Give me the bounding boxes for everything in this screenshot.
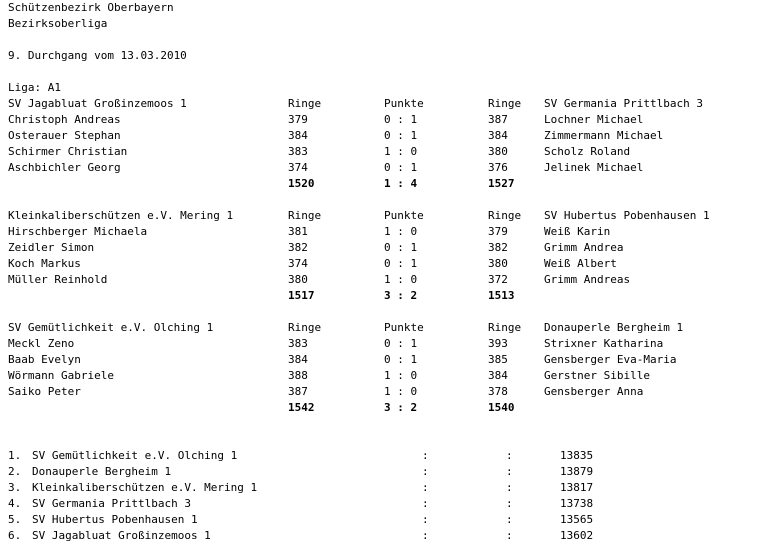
home-shooter-rings: 383 xyxy=(288,337,308,350)
home-shooter-rings: 381 xyxy=(288,225,308,238)
away-shooter-rings: 385 xyxy=(488,353,508,366)
standings-colon: : xyxy=(506,529,513,542)
standings-colon: : xyxy=(506,465,513,478)
away-shooter-name: Strixner Katharina xyxy=(544,337,664,350)
standings-colon: : xyxy=(422,449,429,462)
away-total-rings: 1513 xyxy=(488,289,515,302)
standings-colon: : xyxy=(422,481,429,494)
home-shooter-name: Osterauer Stephan xyxy=(8,129,121,142)
standings-rank: 2. xyxy=(8,465,22,478)
away-shooter-name: Grimm Andreas xyxy=(544,273,631,286)
away-shooter-rings: 372 xyxy=(488,273,508,286)
district-title-text: Schützenbezirk Oberbayern xyxy=(8,1,174,14)
total-points: 3 : 2 xyxy=(384,289,418,302)
home-total-rings: 1520 xyxy=(288,177,315,190)
duel-points: 1 : 0 xyxy=(384,145,418,158)
away-shooter-rings: 376 xyxy=(488,161,508,174)
away-shooter-name: Weiß Albert xyxy=(544,257,617,270)
ringe-column-label: Ringe xyxy=(288,321,322,334)
home-shooter-rings: 380 xyxy=(288,273,308,286)
standings-colon: : xyxy=(422,529,429,542)
liga-label-text: Liga: A1 xyxy=(8,81,61,94)
away-shooter-rings: 378 xyxy=(488,385,508,398)
duel-points: 0 : 1 xyxy=(384,353,418,366)
home-shooter-rings: 384 xyxy=(288,129,308,142)
standings-colon: : xyxy=(506,497,513,510)
home-shooter-name: Müller Reinhold xyxy=(8,273,108,286)
standings-team-name: SV Jagabluat Großinzemoos 1 xyxy=(32,529,211,542)
standings-colon: : xyxy=(506,481,513,494)
duel-points: 0 : 1 xyxy=(384,129,418,142)
ringe-column-label: Ringe xyxy=(488,321,522,334)
home-shooter-rings: 374 xyxy=(288,161,308,174)
ringe-column-label: Ringe xyxy=(288,97,322,110)
home-total-rings: 1517 xyxy=(288,289,315,302)
punkte-column-label: Punkte xyxy=(384,321,424,334)
standings-colon: : xyxy=(506,513,513,526)
home-shooter-name: Schirmer Christian xyxy=(8,145,128,158)
duel-points: 1 : 0 xyxy=(384,385,418,398)
home-shooter-rings: 382 xyxy=(288,241,308,254)
away-shooter-name: Lochner Michael xyxy=(544,113,644,126)
standings-total-rings: 13879 xyxy=(560,465,594,478)
home-shooter-rings: 379 xyxy=(288,113,308,126)
standings-team-name: Kleinkaliberschützen e.V. Mering 1 xyxy=(32,481,258,494)
away-shooter-name: Gerstner Sibille xyxy=(544,369,650,382)
standings-rank: 1. xyxy=(8,449,22,462)
home-shooter-name: Hirschberger Michaela xyxy=(8,225,148,238)
home-team-name: Kleinkaliberschützen e.V. Mering 1 xyxy=(8,209,234,222)
away-shooter-rings: 393 xyxy=(488,337,508,350)
home-shooter-rings: 384 xyxy=(288,353,308,366)
league-title-text: Bezirksoberliga xyxy=(8,17,108,30)
home-team-name: SV Gemütlichkeit e.V. Olching 1 xyxy=(8,321,214,334)
away-shooter-rings: 379 xyxy=(488,225,508,238)
away-shooter-rings: 380 xyxy=(488,145,508,158)
duel-points: 0 : 1 xyxy=(384,337,418,350)
away-shooter-name: Zimmermann Michael xyxy=(544,129,664,142)
duel-points: 1 : 0 xyxy=(384,273,418,286)
standings-colon: : xyxy=(422,513,429,526)
duel-points: 0 : 1 xyxy=(384,257,418,270)
standings-rank: 6. xyxy=(8,529,22,542)
standings-total-rings: 13835 xyxy=(560,449,594,462)
home-shooter-name: Saiko Peter xyxy=(8,385,81,398)
away-shooter-rings: 384 xyxy=(488,129,508,142)
duel-points: 0 : 1 xyxy=(384,241,418,254)
home-shooter-rings: 388 xyxy=(288,369,308,382)
duel-points: 1 : 0 xyxy=(384,369,418,382)
home-shooter-name: Meckl Zeno xyxy=(8,337,75,350)
punkte-column-label: Punkte xyxy=(384,209,424,222)
standings-team-name: Donauperle Bergheim 1 xyxy=(32,465,172,478)
away-team-name: SV Germania Prittlbach 3 xyxy=(544,97,703,110)
home-total-rings: 1542 xyxy=(288,401,315,414)
away-shooter-name: Gensberger Anna xyxy=(544,385,644,398)
home-shooter-name: Zeidler Simon xyxy=(8,241,95,254)
away-shooter-name: Grimm Andrea xyxy=(544,241,624,254)
away-shooter-name: Gensberger Eva-Maria xyxy=(544,353,677,366)
standings-rank: 4. xyxy=(8,497,22,510)
away-team-name: SV Hubertus Pobenhausen 1 xyxy=(544,209,710,222)
standings-total-rings: 13565 xyxy=(560,513,594,526)
away-shooter-name: Weiß Karin xyxy=(544,225,611,238)
away-shooter-name: Scholz Roland xyxy=(544,145,631,158)
standings-total-rings: 13738 xyxy=(560,497,594,510)
away-shooter-rings: 384 xyxy=(488,369,508,382)
standings-team-name: SV Hubertus Pobenhausen 1 xyxy=(32,513,198,526)
standings-colon: : xyxy=(422,497,429,510)
standings-colon: : xyxy=(422,465,429,478)
standings-total-rings: 13602 xyxy=(560,529,594,542)
standings-colon: : xyxy=(506,449,513,462)
duel-points: 0 : 1 xyxy=(384,161,418,174)
standings-team-name: SV Gemütlichkeit e.V. Olching 1 xyxy=(32,449,238,462)
ringe-column-label: Ringe xyxy=(288,209,322,222)
home-shooter-name: Baab Evelyn xyxy=(8,353,81,366)
standings-rank: 3. xyxy=(8,481,22,494)
standings-team-name: SV Germania Prittlbach 3 xyxy=(32,497,191,510)
standings-total-rings: 13817 xyxy=(560,481,594,494)
home-shooter-rings: 374 xyxy=(288,257,308,270)
punkte-column-label: Punkte xyxy=(384,97,424,110)
home-shooter-name: Christoph Andreas xyxy=(8,113,121,126)
duel-points: 1 : 0 xyxy=(384,225,418,238)
away-shooter-rings: 380 xyxy=(488,257,508,270)
away-shooter-name: Jelinek Michael xyxy=(544,161,644,174)
ringe-column-label: Ringe xyxy=(488,97,522,110)
away-total-rings: 1527 xyxy=(488,177,515,190)
home-shooter-name: Wörmann Gabriele xyxy=(8,369,114,382)
away-shooter-rings: 382 xyxy=(488,241,508,254)
home-shooter-rings: 387 xyxy=(288,385,308,398)
standings-rank: 5. xyxy=(8,513,22,526)
home-shooter-name: Koch Markus xyxy=(8,257,81,270)
total-points: 1 : 4 xyxy=(384,177,418,190)
round-title-text: 9. Durchgang vom 13.03.2010 xyxy=(8,49,187,62)
duel-points: 0 : 1 xyxy=(384,113,418,126)
home-team-name: SV Jagabluat Großinzemoos 1 xyxy=(8,97,187,110)
home-shooter-name: Aschbichler Georg xyxy=(8,161,121,174)
home-shooter-rings: 383 xyxy=(288,145,308,158)
total-points: 3 : 2 xyxy=(384,401,418,414)
away-team-name: Donauperle Bergheim 1 xyxy=(544,321,684,334)
away-shooter-rings: 387 xyxy=(488,113,508,126)
ringe-column-label: Ringe xyxy=(488,209,522,222)
away-total-rings: 1540 xyxy=(488,401,515,414)
